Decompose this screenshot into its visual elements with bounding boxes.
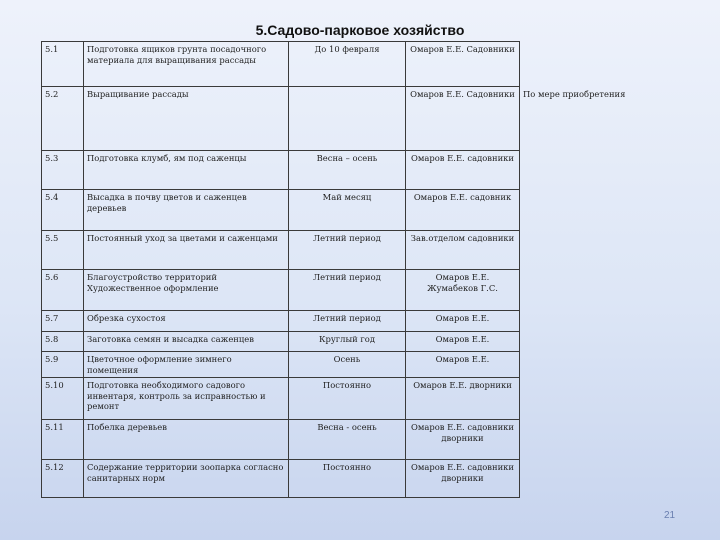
- task-cell: Побелка деревьев: [84, 420, 289, 460]
- task-cell: Содержание территории зоопарка согласно санитарных норм: [84, 460, 289, 498]
- table-row: [42, 190, 701, 231]
- responsible-cell: Зав.отделом садовники: [406, 231, 520, 270]
- task-cell: Обрезка сухостоя: [84, 311, 289, 332]
- task-cell: Постоянный уход за цветами и саженцами: [84, 231, 289, 270]
- row-number: 5.7: [42, 311, 84, 332]
- period-cell: Летний период: [289, 231, 406, 270]
- row-number: 5.3: [42, 151, 84, 190]
- period-cell: Постоянно: [289, 378, 406, 420]
- table-row: [42, 42, 701, 87]
- responsible-cell: Омаров Е.Е.: [406, 332, 520, 352]
- note-cell: [520, 352, 701, 378]
- task-cell: Высадка в почву цветов и саженцев деревьев: [84, 190, 289, 231]
- responsible-cell: Омаров Е.Е. Садовники: [406, 87, 520, 151]
- period-cell: До 10 февраля: [289, 42, 406, 87]
- table-row: [42, 460, 701, 498]
- responsible-cell: Омаров Е.Е. садовники дворники: [406, 460, 520, 498]
- table-row: [42, 311, 701, 332]
- period-cell: Весна – осень: [289, 151, 406, 190]
- responsible-cell: Омаров Е.Е. садовник: [406, 190, 520, 231]
- row-number: 5.4: [42, 190, 84, 231]
- period-cell: Летний период: [289, 270, 406, 311]
- responsible-cell: Омаров Е.Е.: [406, 352, 520, 378]
- row-number: 5.1: [42, 42, 84, 87]
- responsible-cell: Омаров Е.Е. садовники дворники: [406, 420, 520, 460]
- period-cell: Осень: [289, 352, 406, 378]
- period-cell: Постоянно: [289, 460, 406, 498]
- note-cell: По мере приобретения: [523, 88, 626, 99]
- note-cell: [520, 151, 701, 190]
- table-row: [42, 378, 701, 420]
- task-cell: Выращивание рассады: [84, 87, 289, 151]
- work-plan-table: [41, 41, 701, 498]
- task-cell: Подготовка клумб, ям под саженцы: [84, 151, 289, 190]
- row-number: 5.12: [42, 460, 84, 498]
- row-number: 5.11: [42, 420, 84, 460]
- note-cell: [520, 311, 701, 332]
- row-number: 5.6: [42, 270, 84, 311]
- task-cell: Заготовка семян и высадка саженцев: [84, 332, 289, 352]
- responsible-cell: Омаров Е.Е. Садовники: [406, 42, 520, 87]
- period-cell: Весна - осень: [289, 420, 406, 460]
- task-cell: Подготовка необходимого садового инвентаря, контроль за исправностью и ремонт: [84, 378, 289, 420]
- note-cell: [520, 42, 701, 87]
- table-row: [42, 151, 701, 190]
- responsible-cell: Омаров Е.Е.: [406, 311, 520, 332]
- task-cell: Подготовка ящиков грунта посадочного материала для выращивания рассады: [84, 42, 289, 87]
- row-number: 5.5: [42, 231, 84, 270]
- period-cell: Летний период: [289, 311, 406, 332]
- period-cell: Круглый год: [289, 332, 406, 352]
- row-number: 5.9: [42, 352, 84, 378]
- note-cell: [520, 332, 701, 352]
- note-cell: [520, 190, 701, 231]
- row-number: 5.10: [42, 378, 84, 420]
- responsible-cell: Омаров Е.Е. садовники: [406, 151, 520, 190]
- page-number: 21: [664, 510, 676, 521]
- task-cell: Цветочное оформление зимнего помещения: [84, 352, 289, 378]
- table-row: [42, 352, 701, 378]
- table-row: [42, 332, 701, 352]
- row-number: 5.2: [42, 87, 84, 151]
- responsible-cell: Омаров Е.Е. Жумабеков Г.С.: [406, 270, 520, 311]
- table-row: [42, 420, 701, 460]
- table-row: [42, 270, 701, 311]
- note-cell: [520, 231, 701, 270]
- note-cell: [520, 420, 701, 460]
- row-number: 5.8: [42, 332, 84, 352]
- note-cell: [520, 460, 701, 498]
- note-cell: [520, 378, 701, 420]
- table-row: [42, 87, 701, 151]
- period-cell: [289, 87, 406, 151]
- task-cell: Благоустройство территорий Художественное оформление: [84, 270, 289, 311]
- responsible-cell: Омаров Е.Е. дворники: [406, 378, 520, 420]
- period-cell: Май месяц: [289, 190, 406, 231]
- table-row: [42, 231, 701, 270]
- page-title: 5.Садово-парковое хозяйство: [255, 22, 465, 38]
- note-cell: [520, 270, 701, 311]
